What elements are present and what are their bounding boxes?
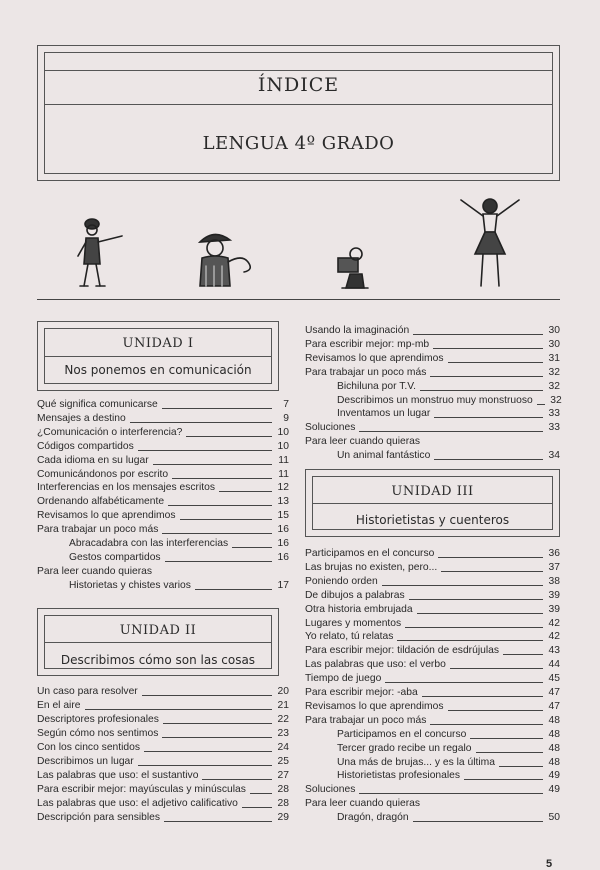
toc-leader-line xyxy=(430,376,543,377)
toc-leader-line xyxy=(219,491,272,492)
toc-entry-title: Poniendo orden xyxy=(305,575,378,587)
toc-leader-line xyxy=(413,821,543,822)
toc-leader-line xyxy=(448,362,543,363)
toc-entry-title: Tercer grado recibe un regalo xyxy=(337,742,472,754)
toc-entry-title: Las palabras que uso: el verbo xyxy=(305,659,446,671)
toc-entry-title: Cada idioma en su lugar xyxy=(37,454,149,466)
toc-entry xyxy=(305,436,560,448)
toc-entry xyxy=(305,784,560,796)
toc-entry-title: Describimos un lugar xyxy=(37,756,134,767)
toc-entry-page: 16 xyxy=(277,538,289,549)
toc-leader-line xyxy=(470,738,543,739)
toc-entry xyxy=(37,413,289,425)
toc-leader-line xyxy=(172,478,272,479)
toc-leader-line xyxy=(448,710,543,711)
unit-1-title: Nos ponemos en comunicación xyxy=(64,363,252,377)
toc-entry-title: Las palabras que uso: el adjetivo calificativo xyxy=(37,798,238,809)
toc-entry-title: Yo relato, tú relatas xyxy=(305,631,394,643)
toc-entry-title: ¿Comunicación o interferencia? xyxy=(37,426,183,438)
unit-2-title: Describimos cómo son las cosas xyxy=(60,653,256,667)
toc-entry-page: 36 xyxy=(548,548,560,559)
toc-leader-line xyxy=(359,793,543,794)
toc-entry-page: 48 xyxy=(548,714,560,726)
page-subtitle: LENGUA 4º GRADO xyxy=(202,133,395,154)
toc-entry-title: Interferencias en los mensajes escritos xyxy=(37,482,215,494)
toc-leader-line xyxy=(163,723,272,724)
toc-entry xyxy=(305,576,560,588)
toc-leader-line xyxy=(142,695,272,696)
toc-entry xyxy=(37,524,289,536)
toc-entry xyxy=(37,770,289,782)
toc-leader-line xyxy=(413,334,543,335)
toc-leader-line xyxy=(165,561,272,562)
toc-entry xyxy=(37,469,289,481)
toc-leader-line xyxy=(450,668,543,669)
toc-entry xyxy=(37,756,289,768)
toc-entry-title: Describimos un monstruo muy monstruoso xyxy=(337,394,533,406)
toc-leader-line xyxy=(138,450,272,451)
toc-entry xyxy=(37,686,289,698)
toc-entry-title: Las brujas no existen, pero... xyxy=(305,561,438,573)
toc-entry-page: 37 xyxy=(548,561,560,573)
toc-leader-line xyxy=(186,436,272,437)
toc-entry-page: 38 xyxy=(548,575,560,587)
toc-entry-title: Para escribir mejor: mayúsculas y minúsculas xyxy=(37,784,246,795)
toc-leader-line xyxy=(162,408,272,409)
unit-3-header-box xyxy=(305,469,560,537)
toc-entry-title: Soluciones xyxy=(305,784,356,796)
toc-entry-page: 32 xyxy=(550,394,562,406)
page-title: ÍNDICE xyxy=(257,74,340,96)
toc-leader-line xyxy=(430,724,543,725)
toc-leader-line xyxy=(503,654,543,655)
toc-entry-title: Para leer cuando quieras xyxy=(305,798,421,810)
toc-entry-page: 39 xyxy=(548,603,560,615)
toc-leader-line xyxy=(180,519,272,520)
toc-entry-page: 31 xyxy=(548,352,560,364)
toc-entry-title: Revisamos lo que aprendimos xyxy=(37,510,176,522)
page-number: 5 xyxy=(546,858,553,870)
toc-entry xyxy=(337,812,560,824)
toc-entry xyxy=(305,645,560,657)
toc-leader-line xyxy=(438,557,543,558)
toc-entry xyxy=(305,325,560,337)
toc-entry-title: Para escribir mejor: tildación de esdrújulas xyxy=(305,645,500,657)
toc-entry-title: Dragón, dragón xyxy=(337,812,409,824)
toc-entry xyxy=(37,441,289,453)
toc-entry xyxy=(37,496,289,508)
toc-entry-page: 48 xyxy=(548,756,560,768)
toc-leader-line xyxy=(499,766,543,767)
toc-leader-line xyxy=(359,431,543,432)
toc-entry xyxy=(37,399,289,411)
toc-entry xyxy=(305,367,560,379)
toc-entry xyxy=(37,427,289,439)
toc-entry xyxy=(37,728,289,740)
toc-entry-title: Historietistas profesionales xyxy=(337,770,461,782)
toc-leader-line xyxy=(385,682,543,683)
toc-entry-page: 28 xyxy=(277,784,289,795)
toc-entry-page: 16 xyxy=(277,551,289,563)
toc-entry-page: 10 xyxy=(277,440,289,452)
small-figure-with-sign-icon xyxy=(334,244,374,292)
toc-entry xyxy=(305,701,560,713)
toc-entry-page: 11 xyxy=(278,454,289,466)
toc-entry-page: 49 xyxy=(548,784,560,796)
toc-entry xyxy=(305,339,560,351)
toc-entry-page: 22 xyxy=(277,714,289,725)
toc-entry-page: 12 xyxy=(277,482,289,494)
toc-entry-title: Bichiluna por T.V. xyxy=(337,380,416,392)
toc-entry-title: Códigos compartidos xyxy=(37,440,134,452)
toc-leader-line xyxy=(162,533,272,534)
unit-3-name: UNIDAD III xyxy=(391,484,474,499)
toc-entry-page: 27 xyxy=(277,770,289,781)
toc-entry xyxy=(37,700,289,712)
toc-entry-title: Una más de brujas... y es la última xyxy=(337,756,495,768)
toc-leader-line xyxy=(144,751,272,752)
toc-entry xyxy=(305,590,560,602)
girl-cheering-icon xyxy=(455,192,525,292)
toc-leader-line xyxy=(537,404,545,405)
toc-entry-page: 30 xyxy=(548,325,560,336)
toc-entry-title: Gestos compartidos xyxy=(69,551,161,563)
unit-1-header-box xyxy=(37,321,279,391)
toc-leader-line xyxy=(202,779,272,780)
toc-entry xyxy=(37,714,289,726)
toc-entry-page: 39 xyxy=(548,589,560,601)
toc-entry-title: Para leer cuando quieras xyxy=(305,436,421,448)
toc-entry xyxy=(305,715,560,727)
toc-entry-title: Otra historia embrujada xyxy=(305,603,413,615)
toc-entry-title: Historietas y chistes varios xyxy=(69,579,191,591)
toc-entry-page: 32 xyxy=(548,380,560,392)
toc-entry-page: 47 xyxy=(548,687,560,698)
toc-entry-page: 15 xyxy=(277,510,289,522)
toc-entry-page: 24 xyxy=(277,742,289,753)
toc-entry-page: 25 xyxy=(277,756,289,767)
toc-entry-title: Para trabajar un poco más xyxy=(37,524,159,536)
toc-entry-page: 32 xyxy=(548,366,560,378)
toc-entry-title: Las palabras que uso: el sustantivo xyxy=(37,770,199,781)
toc-leader-line xyxy=(162,737,272,738)
toc-entry-page: 44 xyxy=(548,659,560,671)
toc-entry xyxy=(337,770,560,782)
unit-1-name: UNIDAD I xyxy=(122,336,194,351)
toc-entry-page: 42 xyxy=(548,617,560,629)
toc-leader-line xyxy=(130,422,272,423)
man-pointing-icon xyxy=(70,212,130,292)
toc-entry xyxy=(37,812,289,824)
toc-leader-line xyxy=(168,505,272,506)
toc-entry xyxy=(37,482,289,494)
toc-entry-title: Para trabajar un poco más xyxy=(305,714,427,726)
toc-entry-title: De dibujos a palabras xyxy=(305,589,405,601)
toc-leader-line xyxy=(476,752,543,753)
toc-entry-page: 10 xyxy=(277,426,289,438)
toc-entry-page: 45 xyxy=(548,673,560,685)
toc-entry-title: Ordenando alfabéticamente xyxy=(37,496,165,508)
toc-entry xyxy=(305,353,560,365)
toc-entry-page: 30 xyxy=(548,338,560,350)
toc-entry-page: 49 xyxy=(548,770,560,782)
toc-entry-page: 34 xyxy=(548,450,560,462)
toc-entry-title: Según cómo nos sentimos xyxy=(37,728,159,739)
toc-entry-title: Para leer cuando quieras xyxy=(37,565,153,577)
toc-entry-page: 9 xyxy=(283,412,289,424)
toc-entry-title: Descriptores profesionales xyxy=(37,714,159,725)
toc-entry-page: 48 xyxy=(548,742,560,754)
toc-leader-line xyxy=(232,547,272,548)
toc-entry-title: Soluciones xyxy=(305,422,356,434)
toc-leader-line xyxy=(138,765,272,766)
toc-entry xyxy=(305,422,560,434)
toc-entry-title: Comunicándonos por escrito xyxy=(37,468,169,480)
toc-entry-title: Con los cinco sentidos xyxy=(37,742,141,753)
toc-entry xyxy=(305,604,560,616)
toc-entry-page: 29 xyxy=(277,812,289,823)
toc-leader-line xyxy=(441,571,543,572)
toc-leader-line xyxy=(409,599,543,600)
toc-entry xyxy=(305,659,560,671)
toc-entry-title: Abracadabra con las interferencias xyxy=(69,538,229,549)
toc-entry xyxy=(337,757,560,769)
toc-entry xyxy=(37,510,289,522)
toc-leader-line xyxy=(405,627,543,628)
toc-entry-title: Mensajes a destino xyxy=(37,412,126,424)
toc-entry xyxy=(337,743,560,755)
toc-entry-page: 17 xyxy=(277,579,289,591)
toc-entry xyxy=(305,631,560,643)
toc-leader-line xyxy=(422,696,543,697)
toc-leader-line xyxy=(382,585,543,586)
toc-entry-title: Para trabajar un poco más xyxy=(305,366,427,378)
toc-leader-line xyxy=(420,390,543,391)
toc-entry xyxy=(305,618,560,630)
toc-entry xyxy=(69,580,289,592)
toc-leader-line xyxy=(397,640,543,641)
toc-entry xyxy=(337,381,560,393)
toc-leader-line xyxy=(434,459,543,460)
toc-leader-line xyxy=(195,589,272,590)
toc-entry xyxy=(37,798,289,810)
toc-entry xyxy=(337,729,560,741)
toc-entry-title: Usando la imaginación xyxy=(305,325,410,336)
toc-entry-page: 13 xyxy=(277,496,289,508)
toc-entry-page: 48 xyxy=(548,728,560,740)
toc-entry-page: 33 xyxy=(548,422,560,434)
toc-entry-title: Revisamos lo que aprendimos xyxy=(305,700,444,712)
section-divider xyxy=(37,299,560,300)
toc-entry-title: Participamos en el concurso xyxy=(305,548,435,559)
toc-entry-title: Para escribir mejor: mp-mb xyxy=(305,338,430,350)
toc-entry xyxy=(37,566,289,578)
toc-leader-line xyxy=(464,779,543,780)
toc-entry-page: 43 xyxy=(548,645,560,657)
toc-entry-page: 23 xyxy=(277,728,289,739)
toc-entry xyxy=(305,562,560,574)
unit-3-title: Historietistas y cuenteros xyxy=(355,513,510,527)
toc-entry xyxy=(305,798,560,810)
toc-entry xyxy=(37,455,289,467)
toc-entry xyxy=(305,548,560,560)
toc-entry-title: Tiempo de juego xyxy=(305,673,382,685)
toc-entry-title: Descripción para sensibles xyxy=(37,812,161,823)
toc-entry xyxy=(305,673,560,685)
toc-entry xyxy=(337,408,560,420)
toc-leader-line xyxy=(164,821,272,822)
toc-entry-page: 21 xyxy=(277,700,289,711)
toc-entry-page: 33 xyxy=(548,408,560,420)
toc-entry xyxy=(69,538,289,550)
toc-leader-line xyxy=(417,613,543,614)
toc-entry xyxy=(69,552,289,564)
toc-leader-line xyxy=(433,348,543,349)
toc-leader-line xyxy=(434,417,543,418)
toc-entry-title: Revisamos lo que aprendimos xyxy=(305,352,444,364)
toc-entry xyxy=(37,742,289,754)
toc-entry-title: Para escribir mejor: -aba xyxy=(305,687,418,698)
toc-leader-line xyxy=(242,807,272,808)
toc-entry-page: 28 xyxy=(277,798,289,809)
toc-leader-line xyxy=(250,793,272,794)
toc-entry-page: 42 xyxy=(548,631,560,643)
header-line-2 xyxy=(44,104,553,105)
toc-entry-title: Qué significa comunicarse xyxy=(37,399,158,410)
toc-entry-title: Participamos en el concurso xyxy=(337,728,467,740)
toc-entry-page: 50 xyxy=(548,812,560,824)
header-line-1 xyxy=(44,70,553,71)
child-with-hat-icon xyxy=(182,224,260,290)
toc-entry-title: Inventamos un lugar xyxy=(337,408,431,420)
toc-entry xyxy=(37,784,289,796)
toc-entry xyxy=(305,687,560,699)
toc-entry-page: 16 xyxy=(277,524,289,536)
toc-entry-page: 20 xyxy=(277,686,289,697)
unit-2-name: UNIDAD II xyxy=(119,623,197,638)
toc-entry-page: 7 xyxy=(283,399,289,410)
toc-leader-line xyxy=(85,709,272,710)
toc-leader-line xyxy=(153,464,272,465)
toc-entry-title: Un caso para resolver xyxy=(37,686,138,697)
unit-2-header-box xyxy=(37,608,279,676)
toc-entry-page: 11 xyxy=(278,468,289,480)
toc-entry xyxy=(337,450,560,462)
toc-entry-page: 47 xyxy=(548,700,560,712)
toc-entry-title: Un animal fantástico xyxy=(337,450,431,462)
toc-entry-title: Lugares y momentos xyxy=(305,617,402,629)
toc-entry xyxy=(337,395,560,407)
toc-entry-title: En el aire xyxy=(37,700,81,711)
